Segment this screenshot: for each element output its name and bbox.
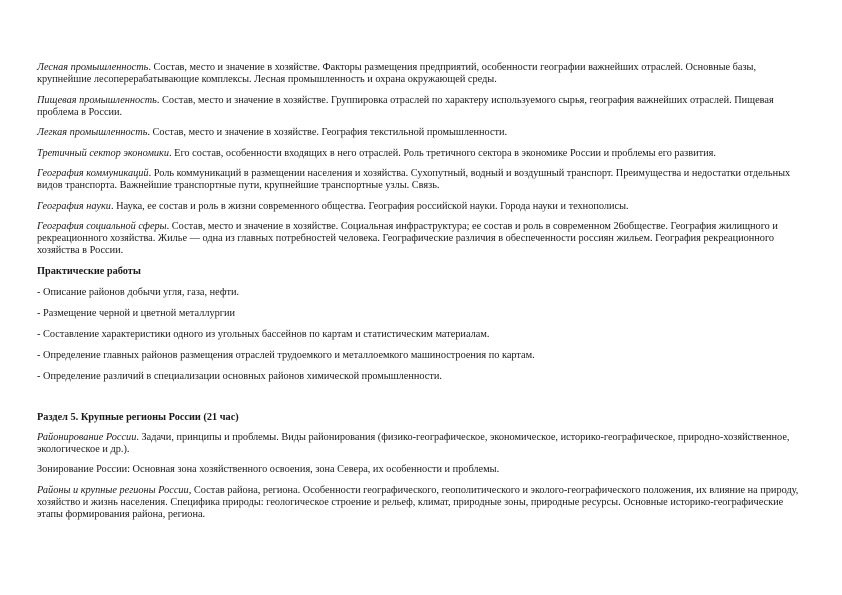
paragraph-text: . Состав, место и значение в хозяйстве. Социальная инфраструктура; ее состав и роль в современном 26обществе. География жилищного и рекреационного хозяйства. Жилье — одна из главных потребностей человека. Географические различия в обеспеченности россиян жильем. География рекреационного хозяйства в России. <box>37 221 778 256</box>
paragraph-food-industry <box>37 95 807 119</box>
paragraph-lead: Районирование России <box>37 431 137 443</box>
practical-item: - Размещение черной и цветной металлургии <box>37 307 236 319</box>
paragraph-social-sphere <box>37 221 807 257</box>
paragraph-text: . Наука, ее состав и роль в жизни современного общества. География российской науки. Города науки и технополисы. <box>110 200 629 212</box>
paragraph-text: . Состав, место и значение в хозяйстве. География текстильной промышленности. <box>147 127 508 138</box>
paragraph-light-industry <box>37 127 807 139</box>
practical-works-heading: Практические работы <box>37 265 141 277</box>
practical-item: - Определение главных районов размещения отраслей трудоемкого и металлоемкого машиностроения по картам. <box>37 349 535 361</box>
paragraph-lead: Районы и крупные регионы России <box>37 484 189 496</box>
spacer <box>37 392 807 412</box>
paragraph-text: , Состав района, региона. Особенности географического, геополитического и эколого-географического положения, их влияние на природу, хозяйство и жизнь населения. Специфика природы: геологическое строение и рельеф, климат, природные зоны, природные ресурсы. Основные историко-географические этапы формирования района, региона. <box>37 484 799 520</box>
paragraph-forestry <box>37 62 807 86</box>
practical-item: - Определение различий в специализации основных районов химической промышленности. <box>37 370 442 382</box>
paragraph-text: . Состав, место и значение в хозяйстве. Группировка отраслей по характеру используемого сырья, география важнейших отраслей. Пищевая проблема в России. <box>37 94 774 118</box>
paragraph-text: . Задачи, принципы и проблемы. Виды районирования (физико-географическое, экономическое, историко-географическое, природно-хозяйственное, экологическое и др.). <box>37 431 790 455</box>
paragraph-tertiary-sector <box>37 148 807 160</box>
paragraph-communications <box>37 168 807 192</box>
paragraph-lead: География коммуникаций <box>37 168 149 179</box>
paragraph-text: . Его состав, особенности входящих в него отраслей. Роль третичного сектора в экономике России и проблемы его развития. <box>169 147 716 159</box>
paragraph-text: Зонирование России: Основная зона хозяйственного освоения, зона Севера, их особенности и проблемы. <box>37 464 500 475</box>
paragraph-lead: Легкая промышленность <box>37 127 148 138</box>
paragraph-regionalization <box>37 432 807 456</box>
paragraph-lead: Лесная промышленность <box>37 62 149 73</box>
paragraph-lead: География науки <box>37 200 111 212</box>
paragraph-lead: География социальной сферы <box>37 221 167 232</box>
paragraph-text: . Состав, место и значение в хозяйстве. Факторы размещения предприятий, особенности географии важнейших отраслей. Основные базы, крупнейшие лесоперерабатывающие комплексы. Лесная промышленность и охрана окружающей среды. <box>37 62 757 85</box>
section-5-heading: Раздел 5. Крупные регионы России (21 час) <box>37 411 239 423</box>
paragraph-science <box>37 201 807 213</box>
paragraph-lead: Третичный сектор экономики <box>37 147 170 159</box>
document-page <box>37 62 807 529</box>
paragraph-text: . Роль коммуникаций в размещении населения и хозяйства. Сухопутный, водный и воздушный транспорт. Преимущества и недостатки отдельных видов транспорта. Важнейшие транспортные пути, крупнейшие транспортные узлы. Связь. <box>37 168 791 191</box>
paragraph-zoning <box>37 464 807 476</box>
paragraph-regions <box>37 485 807 521</box>
practical-item: - Описание районов добычи угля, газа, нефти. <box>37 286 240 298</box>
practical-item: - Составление характеристики одного из угольных бассейнов по картам и статистическим материалам. <box>37 328 490 340</box>
paragraph-lead: Пищевая промышленность <box>37 94 157 106</box>
